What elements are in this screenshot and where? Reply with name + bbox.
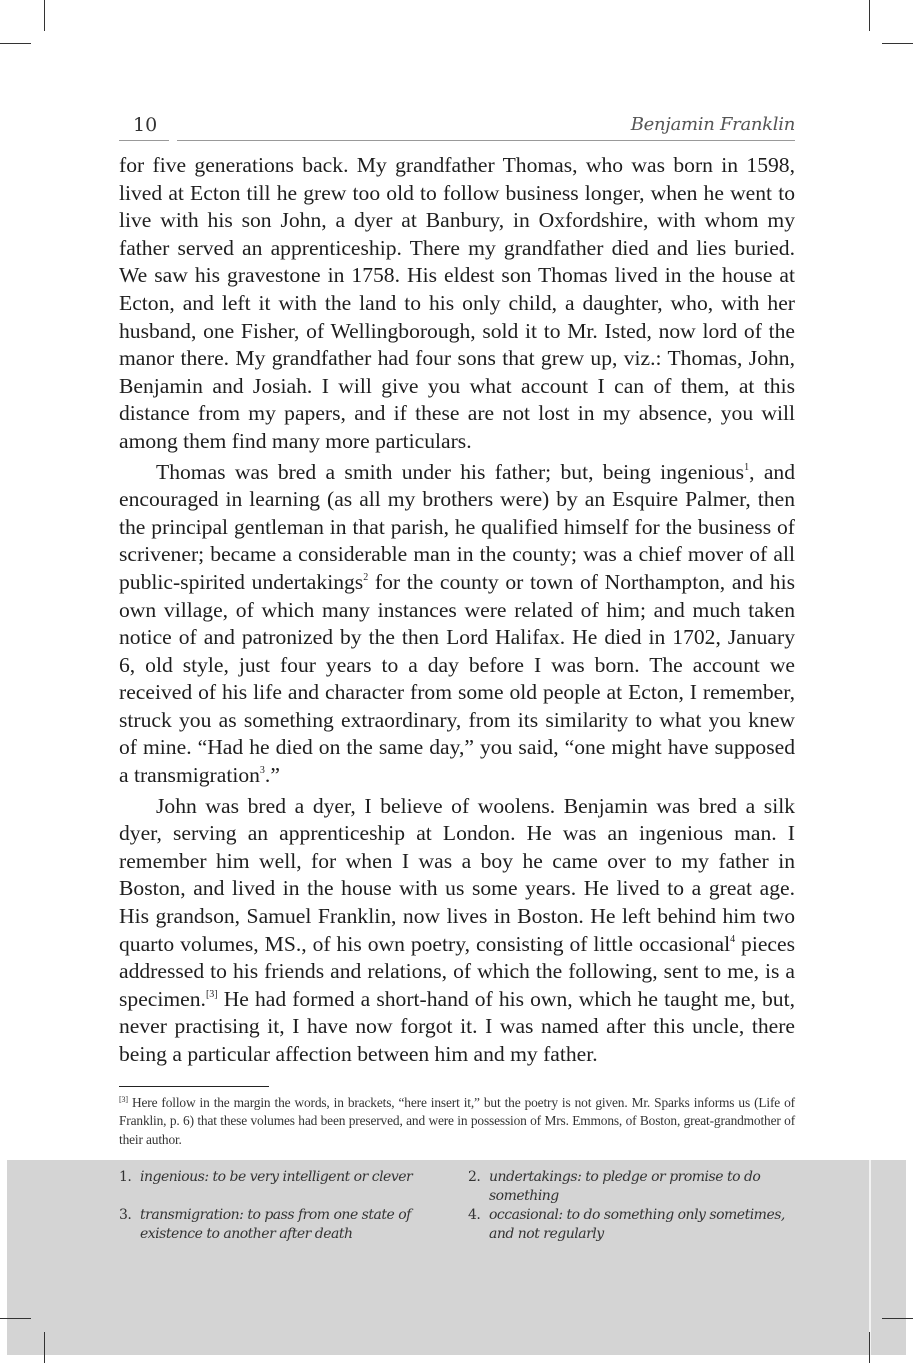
footnote-text: Here follow in the margin the words, in brackets, “here insert it,” but the poetry is not given. Mr. Sparks informs us (Life of Franklin, p. 6) that these volumes had been preserved, and were in possession of Mrs. Emmons, of Boston, great-grandmother of their author. (119, 1095, 795, 1147)
footnote (119, 1094, 795, 1149)
paragraph-text: for the county or town of Northampton, and his own village, of which many instances were related of him; and much taken notice of and patronized by the then Lord Halifax. He died in 1702, January 6, old style, just four years to a day before I was born. The account we received of his life and character from some old people at Ecton, I remember, struck you as something extraordinary, from its similarity to what you knew of mine. “Had he died on the same day,” you said, “one might have supposed a transmigration (119, 569, 795, 788)
glossary-definition: occasional: to do something only sometimes, and not regularly (489, 1207, 785, 1242)
crop-mark-top-right-vertical (869, 0, 870, 31)
footnote-mark[interactable]: 4 (730, 933, 736, 945)
header-rule-right (177, 140, 795, 141)
crop-mark-bottom-left-vertical (44, 1332, 45, 1363)
crop-mark-top-left-vertical (44, 0, 45, 31)
glossary-number: 2. (468, 1169, 481, 1185)
footnote-mark: [3] (119, 1095, 128, 1104)
paragraph-text: for five generations back. My grandfather Thomas, who was born in 1598, lived at Ecton till he grew too old to follow business longer, when he went to live with his son John, a dyer at Banbury, in Oxfordshire, with whom my father served an apprenticeship. There my grandfather died and lies buried. We saw his gravestone in 1758. His eldest son Thomas lived in the house at Ecton, and left it with the land to his only child, a daughter, who, with her husband, one Fisher, of Wellingborough, sold it to Mr. Isted, now lord of the manor there. My grandfather had four sons that grew up, viz.: Thomas, John, Benjamin and Josiah. I will give you what account I can of them, at this distance from my papers, and if these are not lost in my absence, you will among them find many more particulars. (119, 153, 795, 453)
glossary-number: 4. (468, 1207, 481, 1223)
paragraph-text: Thomas was bred a smith under his father; but, being ingenious (156, 459, 745, 484)
glossary-definition: ingenious: to be very intelligent or clever (140, 1169, 413, 1185)
paragraph-text: He had formed a short-hand of his own, which he taught me, but, never practising it, I have now forgot it. I was named after this uncle, there being a particular affection between him and my father. (119, 986, 795, 1066)
footnote-mark[interactable]: 3 (259, 765, 265, 777)
glossary-number: 3. (119, 1207, 132, 1223)
glossary-box (7, 1160, 906, 1355)
footnote-mark[interactable]: 1 (744, 461, 750, 473)
glossary-item (468, 1168, 808, 1205)
paragraph-text: pieces addressed to his friends and relations, of which the following, sent to me, is a specimen. (119, 931, 795, 1011)
glossary-definition: undertakings: to pledge or promise to do something (489, 1169, 761, 1204)
paragraph-text: John was bred a dyer, I believe of woolens. Benjamin was bred a silk dyer, serving an apprenticeship at London. He was an ingenious man. I remember him well, for when I was a boy he came over to my father in Boston, and lived in the house with us some years. He lived to a great age. His grandson, Samuel Franklin, now lives in Boston. He left behind him two quarto volumes, MS., of his own poetry, consisting of little occasional (119, 793, 795, 956)
footnote-separator (119, 1086, 269, 1087)
paragraph-text: , and encouraged in learning (as all my brothers were) by an Esquire Palmer, then the principal gentleman in that parish, he qualified himself for the business of scrivener; became a considerable man in the county; was a chief mover of all public-spirited undertakings (119, 459, 796, 594)
paragraph-text: .” (264, 763, 280, 788)
paragraph-1 (119, 152, 795, 456)
glossary-number: 1. (119, 1169, 132, 1185)
crop-mark-bottom-right-vertical (869, 1332, 870, 1363)
running-header (119, 113, 795, 143)
glossary-item (119, 1206, 449, 1243)
footnote-reference[interactable]: [3] (205, 988, 218, 1000)
footnote-mark[interactable]: 2 (363, 571, 369, 583)
paragraph-2 (119, 459, 795, 790)
glossary-trim-line (869, 1160, 871, 1355)
crop-mark-bottom-right-horizontal (882, 1318, 913, 1319)
page-number: 10 (133, 114, 158, 136)
header-rule-left (119, 140, 169, 141)
glossary-item (468, 1206, 808, 1243)
paragraph-3 (119, 793, 795, 1069)
body-text (119, 152, 795, 1072)
glossary-definition: transmigration: to pass from one state of existence to another after death (140, 1207, 411, 1242)
glossary-item (119, 1168, 449, 1187)
crop-mark-top-right-horizontal (882, 43, 913, 44)
crop-mark-top-left-horizontal (0, 43, 31, 44)
crop-mark-bottom-left-horizontal (0, 1318, 31, 1319)
running-title: Benjamin Franklin (630, 114, 795, 135)
